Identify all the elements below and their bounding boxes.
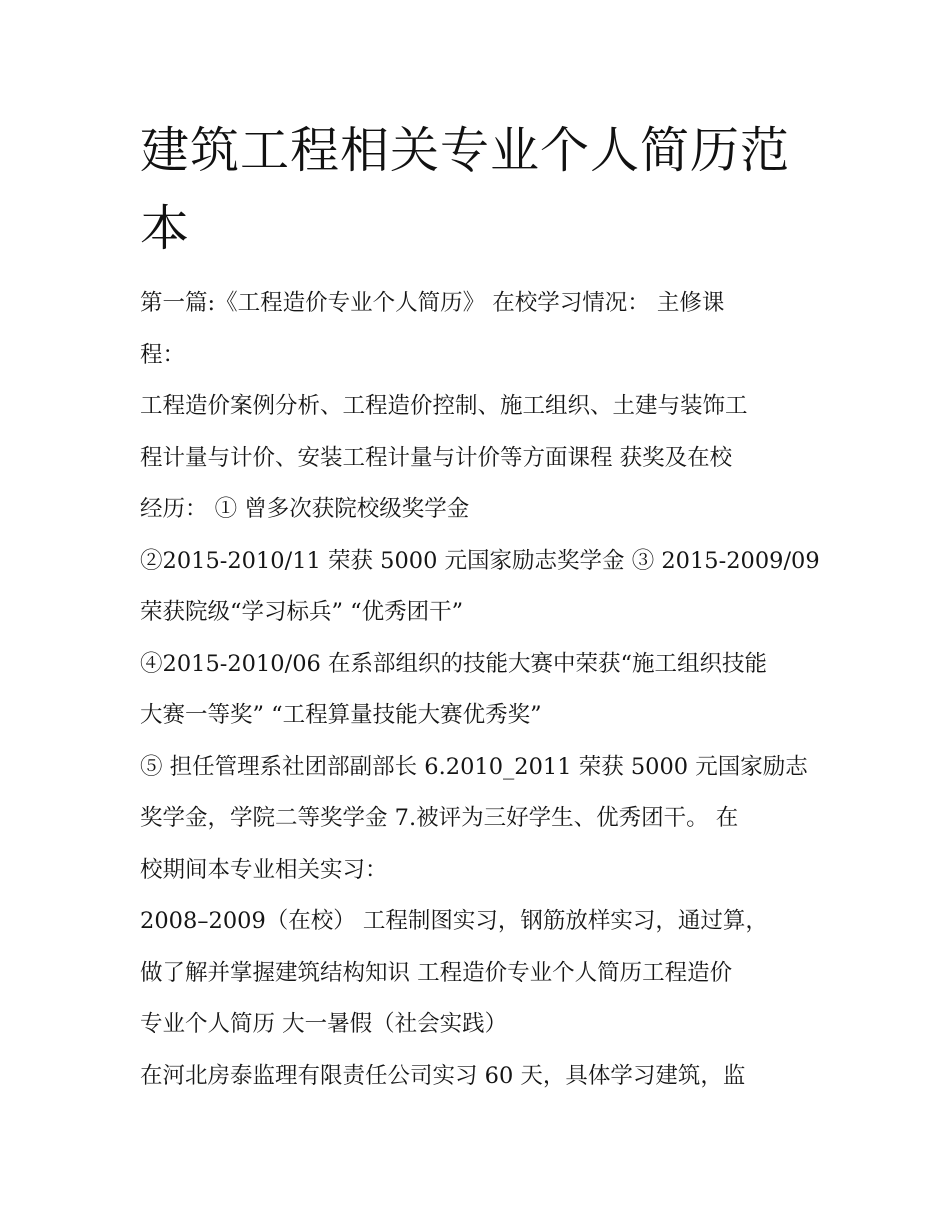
document-body bbox=[140, 278, 820, 1102]
body-line: 第一篇:《工程造价专业个人简历》 在校学习情况： 主修课 bbox=[140, 290, 725, 316]
body-line: 专业个人简历 大一暑假（社会实践） bbox=[140, 1011, 508, 1037]
body-line: 2008–2009（在校） 工程制图实习，钢筋放样实习，通过算， bbox=[140, 908, 768, 934]
body-line: 校期间本专业相关实习： bbox=[140, 856, 388, 883]
body-line: 做了解并掌握建筑结构知识 工程造价专业个人简历工程造价 bbox=[140, 959, 733, 986]
body-line: ②2015-2010/11 荣获 5000 元国家励志奖学金 ③ 2015-2009/09 bbox=[140, 547, 820, 574]
body-line: 荣获院级“学习标兵” “优秀团干” bbox=[140, 599, 464, 625]
title-line: 本 bbox=[140, 200, 191, 257]
body-line: ④2015-2010/06 在系部组织的技能大赛中荣获“施工组织技能 bbox=[140, 650, 767, 677]
body-line: 程： bbox=[140, 341, 186, 368]
body-line: 程计量与计价、安装工程计量与计价等方面课程 获奖及在校 bbox=[140, 444, 733, 471]
document-title bbox=[140, 112, 820, 268]
body-line: 在河北房泰监理有限责任公司实习 60 天，具体学习建筑，监 bbox=[140, 1062, 746, 1089]
body-line: 经历： ① 曾多次获院校级奖学金 bbox=[140, 496, 470, 522]
body-line: 工程造价案例分析、工程造价控制、施工组织、土建与装饰工 bbox=[140, 393, 748, 419]
body-line: 奖学金，学院二等奖学金 7.被评为三好学生、优秀团干。 在 bbox=[140, 805, 739, 831]
body-line: ⑤ 担任管理系社团部副部长 6.2010_2011 荣获 5000 元国家励志 bbox=[140, 753, 808, 780]
title-line: 建筑工程相关专业个人简历范 bbox=[140, 122, 791, 179]
body-line: 大赛一等奖” “工程算量技能大赛优秀奖” bbox=[140, 702, 542, 728]
